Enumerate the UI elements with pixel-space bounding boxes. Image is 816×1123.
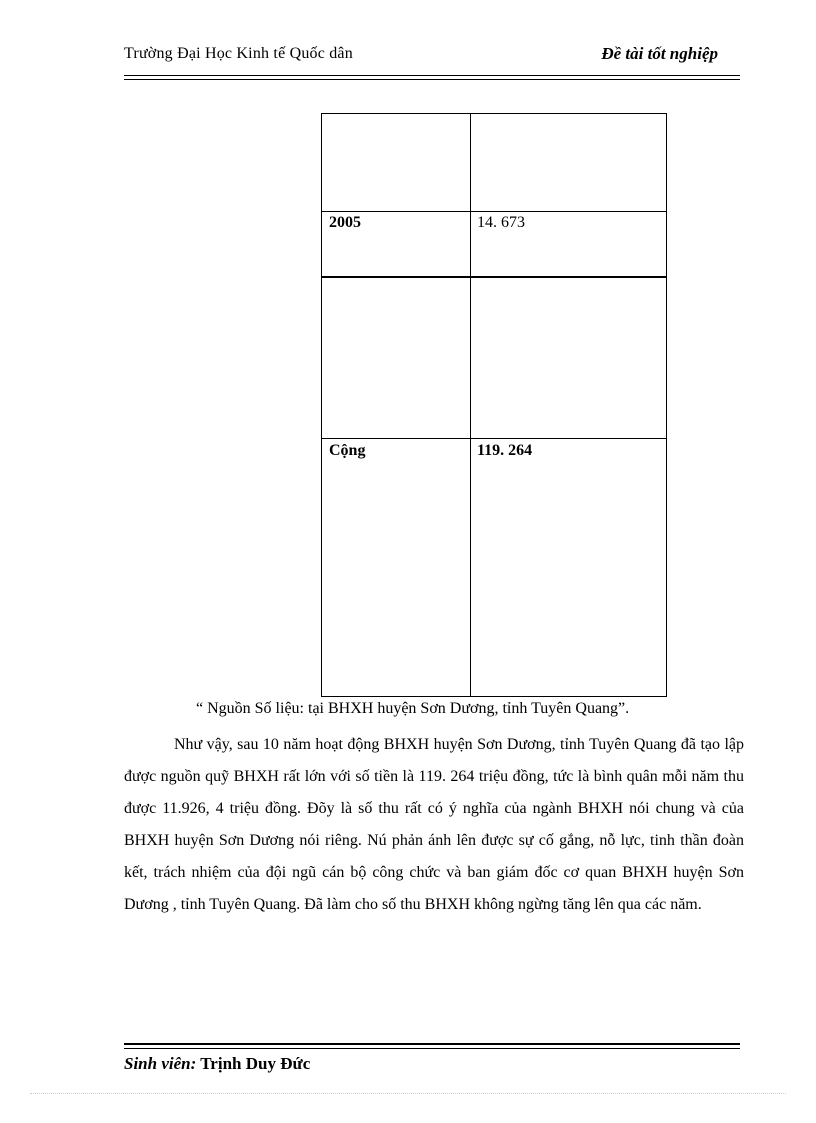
table-cell-total-value: 119. 264 [477,442,533,459]
footer-student-label: Sinh viên: [124,1054,197,1073]
table-row-divider [322,276,666,278]
table-row-divider [322,438,666,439]
footer-student [124,1054,310,1074]
header-institution: Trường Đại Học Kinh tế Quốc dân [124,45,353,62]
footer-rule-bottom [124,1048,740,1049]
table-column-divider [470,114,471,696]
header-rule-bottom [124,79,740,80]
body-paragraph: Như vậy, sau 10 năm hoạt động BHXH huyện Sơn Dương, tỉnh Tuyên Quang đã tạo lập được nguồn quỹ BHXH rất lớn với số tiền là 119. 264 triệu đồng, tức là bình quân mỗi năm thu được 11.926, 4 triệu đồng. Đõy là số thu rất có ý nghĩa của ngành BHXH nói chung và của BHXH huyện Sơn Dương nói riêng. Nú phản ánh lên được sự cố gắng, nỗ lực, tinh thần đoàn kết, trách nhiệm của đội ngũ cán bộ công chức và ban giám đốc cơ quan BHXH huyện Sơn Dương , tỉnh Tuyên Quang. Đã làm cho số thu BHXH không ngừng tăng lên qua các năm. [124,736,744,913]
header-thesis-title: Đề tài tốt nghiệp [601,44,718,63]
header-rule-top [124,75,740,76]
table-cell-year: 2005 [329,214,361,231]
footer-student-name: Trịnh Duy Đức [200,1054,311,1073]
table-row-divider [322,211,666,212]
table-cell-value: 14. 673 [477,214,525,231]
table-cell-total-label: Cộng [329,442,366,459]
footer-rule-top [124,1043,740,1045]
table-source-caption: “ Nguồn Số liệu: tại BHXH huyện Sơn Dương, tỉnh Tuyên Quang”. [196,700,630,717]
page-bottom-border [30,1093,786,1094]
revenue-table [321,113,667,697]
